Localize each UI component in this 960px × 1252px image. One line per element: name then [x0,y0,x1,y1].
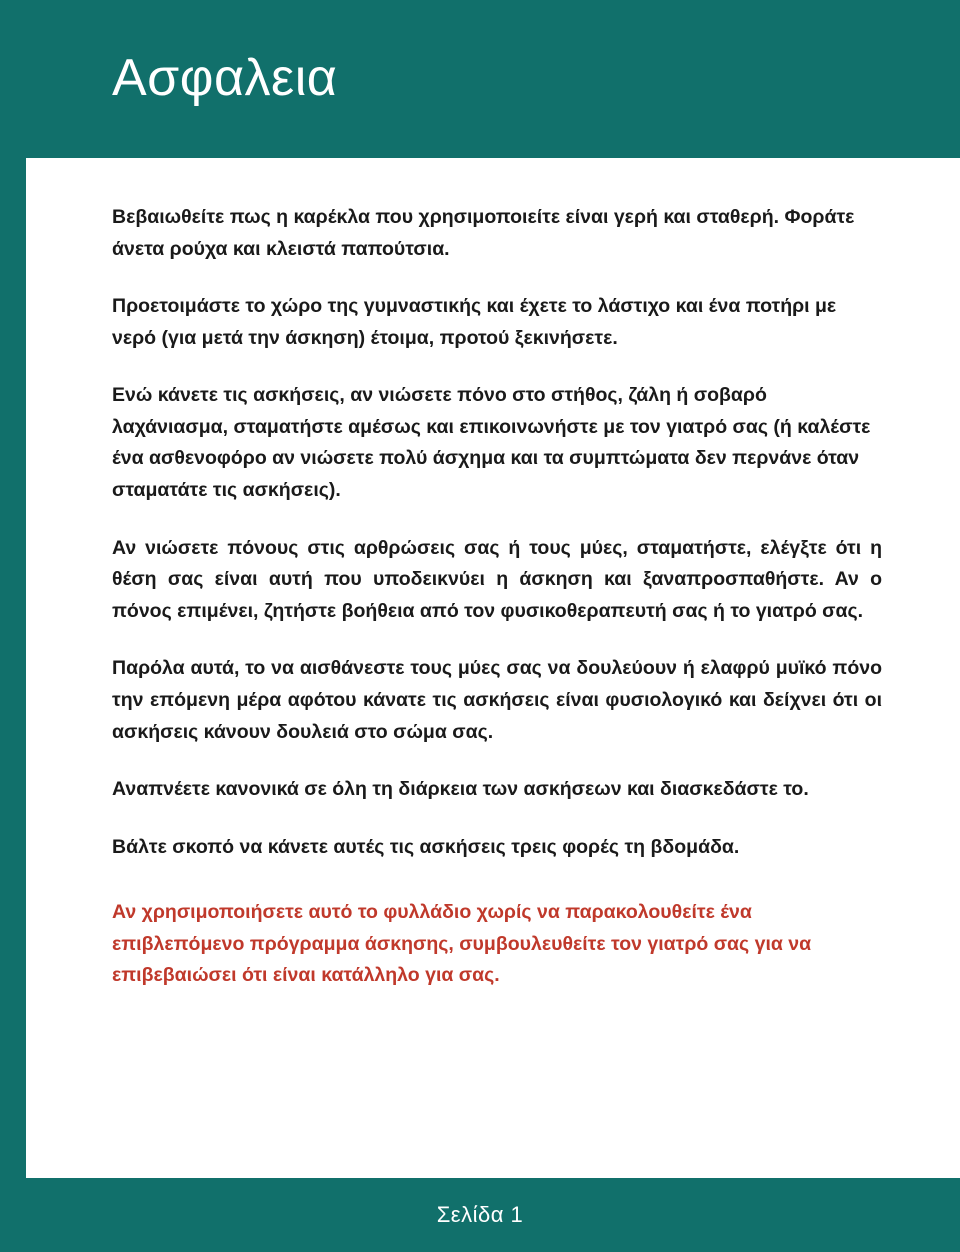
paragraph-warning-symptoms: Ενώ κάνετε τις ασκήσεις, αν νιώσετε πόνο στο στήθος, ζάλη ή σοβαρό λαχάνιασμα, σταματήστε αμέσως και επικοινωνήστε με τον γιατρό σας (ή καλέστε ένα ασθενοφόρο αν νιώσετε πολύ άσχημα και τα συμπτώματα δεν περνάνε όταν σταματάτε τις ασκήσεις). [112,384,871,502]
left-accent-bar [0,0,26,1252]
page-header [0,0,960,158]
document-body [0,158,960,1178]
frequency-goal-suffix: φορές τη βδομάδα. [556,835,740,858]
paragraph-breathing: Αναπνέετε κανονικά σε όλη τη διάρκεια των ασκήσεων και διασκεδάστε το. [112,778,809,801]
paragraph-chair-safety: Βεβαιωθείτε πως η καρέκλα που χρησιμοποιείτε είναι γερή και σταθερή. Φοράτε άνετα ρούχα και κλειστά παπούτσια. [112,206,855,260]
paragraph-joint-pain: Αν νιώσετε πόνους στις αρθρώσεις σας ή τους μύες, σταματήστε, ελέγξτε ότι η θέση σας είναι αυτή που υποδεικνύει η άσκηση και ξαναπροσπαθήστε. Αν ο πόνος επιμένει, ζητήστε βοήθεια από τον φυσικοθεραπευτή σας ή το γιατρό σας. [112,536,882,622]
disclaimer-warning-text: Αν χρησιμοποιήσετε αυτό το φυλλάδιο χωρίς να παρακολουθείτε ένα επιβλεπόμενο πρόγραμμα άσκησης, συμβουλευθείτε τον γιατρό σας για να επιβεβαιώσει ότι είναι κατάλληλο για σας. [112,901,812,987]
paragraph-frequency-goal [112,832,882,864]
paragraph-preparation: Προετοιμάστε το χώρο της γυμναστικής και έχετε το λάστιχο και ένα ποτήρι με νερό (για μετά την άσκηση) έτοιμα, προτού ξεκινήσετε. [112,295,837,349]
page-title: Ασφαλεια [112,49,338,107]
paragraph-normal-soreness: Παρόλα αυτά, το να αισθάνεστε τους μύες σας να δουλεύουν ή ελαφρύ μυϊκό πόνο την επόμενη μέρα αφότου κάνατε τις ασκήσεις είναι φυσιολογικό και δείχνει ότι οι ασκήσεις κάνουν δουλειά στο σώμα σας. [112,657,882,743]
page-number-label: Σελίδα 1 [436,1202,524,1227]
frequency-goal-emphasis: τρεις [511,835,557,858]
frequency-goal-prefix: Βάλτε σκοπό να κάνετε αυτές τις ασκήσεις [112,835,512,858]
page-footer [0,1178,960,1252]
